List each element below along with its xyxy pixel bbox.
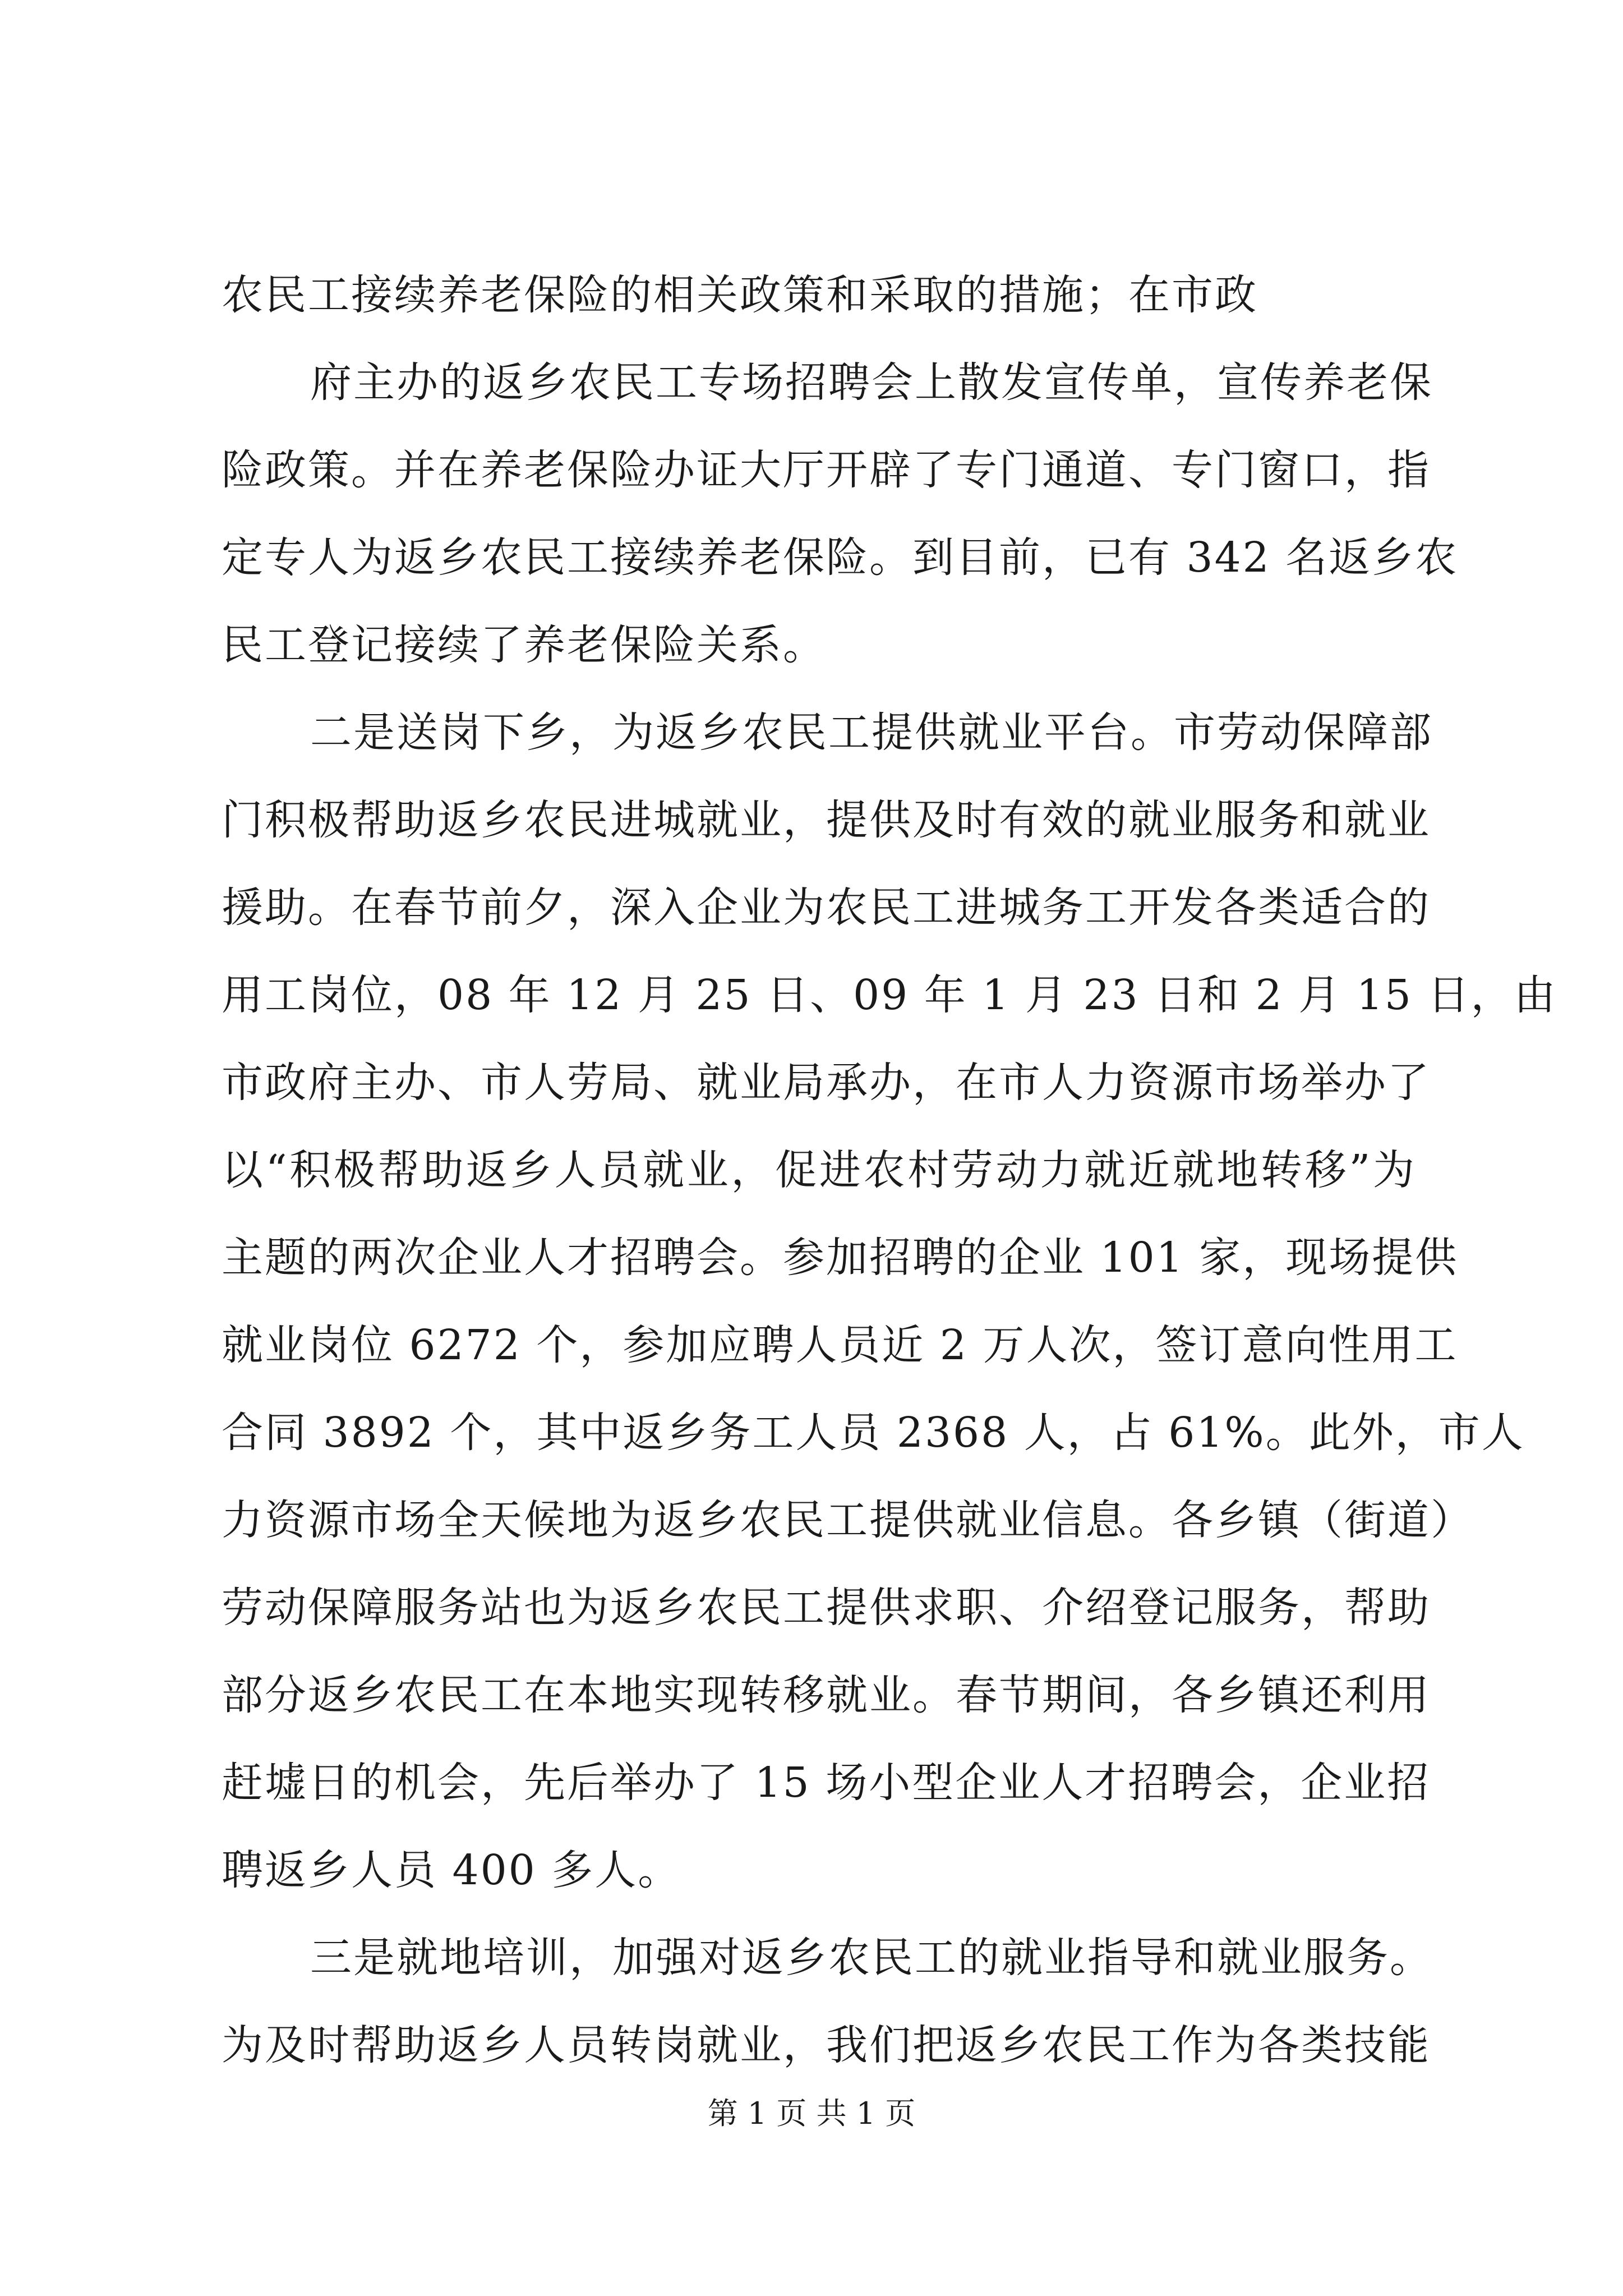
text-line: 援助。在春节前夕，深入企业为农民工进城务工开发各类适合的 [222,884,1431,932]
text-line: 就业岗位 6272 个，参加应聘人员近 2 万人次，签订意向性用工 [222,1321,1458,1369]
text-line: 门积极帮助返乡农民进城就业，提供及时有效的就业服务和就业 [222,796,1431,844]
text-line: 二是送岗下乡，为返乡农民工提供就业平台。市劳动保障部 [310,708,1433,757]
text-line: 险政策。并在养老保险办证大厅开辟了专门通道、专门窗口，指 [222,446,1431,494]
text-line: 聘返乡人员 400 多人。 [222,1846,681,1894]
text-line: 市政府主办、市人劳局、就业局承办，在市人力资源市场举办了 [222,1059,1431,1107]
text-line: 民工登记接续了养老保险关系。 [222,621,826,669]
text-line: 用工岗位，08 年 12 月 25 日、09 年 1 月 23 日和 2 月 15 日，由 [222,971,1557,1019]
text-line: 部分返乡农民工在本地实现转移就业。春节期间，各乡镇还利用 [222,1671,1431,1719]
text-line: 为及时帮助返乡人员转岗就业，我们把返乡农民工作为各类技能 [222,2021,1431,2069]
text-line: 合同 3892 个，其中返乡务工人员 2368 人，占 61%。此外，市人 [222,1409,1525,1457]
text-line: 劳动保障服务站也为返乡农民工提供求职、介绍登记服务，帮助 [222,1584,1431,1632]
text-line: 农民工接续养老保险的相关政策和采取的措施；在市政 [222,271,1258,319]
text-line: 力资源市场全天候地为返乡农民工提供就业信息。各乡镇（街道） [222,1496,1474,1544]
text-line: 三是就地培训，加强对返乡农民工的就业指导和就业服务。 [310,1934,1433,1982]
text-line: 以“积极帮助返乡人员就业，促进农村劳动力就近就地转移”为 [222,1146,1416,1194]
text-line: 府主办的返乡农民工专场招聘会上散发宣传单，宣传养老保 [310,358,1433,407]
text-line: 主题的两次企业人才招聘会。参加招聘的企业 101 家，现场提供 [222,1234,1459,1282]
text-line: 定专人为返乡农民工接续养老保险。到目前，已有 342 名返乡农 [222,533,1459,582]
text-line: 赶墟日的机会，先后举办了 15 场小型企业人才招聘会，企业招 [222,1759,1431,1807]
page-footer: 第 1 页 共 1 页 [707,2096,916,2131]
document-body [222,251,1557,2089]
